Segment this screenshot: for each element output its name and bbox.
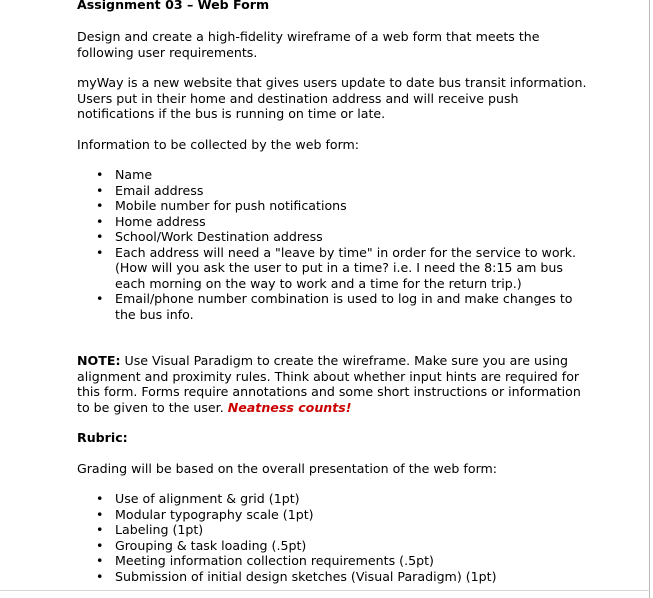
note-paragraph (77, 353, 597, 415)
info-list (77, 167, 597, 322)
intro-paragraph: Design and create a high-fidelity wireframe of a web form that meets the following user requirements. (77, 29, 540, 60)
bullet-icon: • (96, 522, 104, 537)
list-item: • Labeling (1pt) (96, 522, 204, 537)
bullet-icon: • (96, 229, 104, 244)
page-right-border (649, 0, 650, 598)
bullet-icon: • (96, 213, 104, 229)
note-text: Use Visual Paradigm to create the wireframe. Make sure you are using alignment and proximity rules. Think about whether input hints are required for this form. Forms require annotations and some short instructions or information to be given to the user. (77, 353, 581, 415)
list-item: • Mobile number for push notifications (96, 198, 347, 213)
bullet-icon: • (96, 506, 104, 522)
list-item: • Each address will need a "leave by time" in order for the service to work. (How will you ask the user to put in a time? i.e. I need the 8:15 am bus each morning on the way to work and a time for the return trip.) (96, 244, 577, 291)
description-paragraph: myWay is a new website that gives users update to date bus transit information. Users put in their home and destination address and will receive push notifications if the bus is running on time or late. (77, 75, 587, 121)
bullet-icon: • (96, 198, 104, 213)
bullet-icon: • (96, 244, 104, 260)
list-item: • Meeting information collection requirements (.5pt) (96, 553, 434, 568)
rubric-list (77, 491, 597, 584)
list-item: • Home address (96, 213, 206, 229)
bullet-icon: • (96, 167, 104, 182)
list-item: • Name (96, 167, 153, 182)
bullet-icon: • (96, 291, 104, 306)
bullet-icon: • (96, 491, 104, 506)
list-item: • Grouping & task loading (.5pt) (96, 537, 307, 553)
rubric-heading: Rubric: (77, 430, 128, 445)
list-item: • School/Work Destination address (96, 229, 323, 244)
list-item: • Email address (96, 182, 204, 198)
list-item: • Submission of initial design sketches (Visual Paradigm) (1pt) (96, 568, 497, 584)
bullet-icon: • (96, 553, 104, 568)
list-item: • Use of alignment & grid (1pt) (96, 491, 300, 506)
bullet-icon: • (96, 537, 104, 553)
note-label: NOTE: (77, 353, 121, 368)
list-item: • Modular typography scale (1pt) (96, 506, 314, 522)
assignment-title: Assignment 03 – Web Form (77, 0, 270, 12)
info-heading: Information to be collected by the web form: (77, 137, 360, 152)
page-bottom-border (0, 590, 650, 591)
bullet-icon: • (96, 568, 104, 584)
neatness-emphasis: Neatness counts! (227, 399, 352, 415)
grading-text: Grading will be based on the overall presentation of the web form: (77, 461, 498, 476)
list-item: • Email/phone number combination is used to log in and make changes to the bus info. (96, 291, 573, 322)
bullet-icon: • (96, 182, 104, 198)
